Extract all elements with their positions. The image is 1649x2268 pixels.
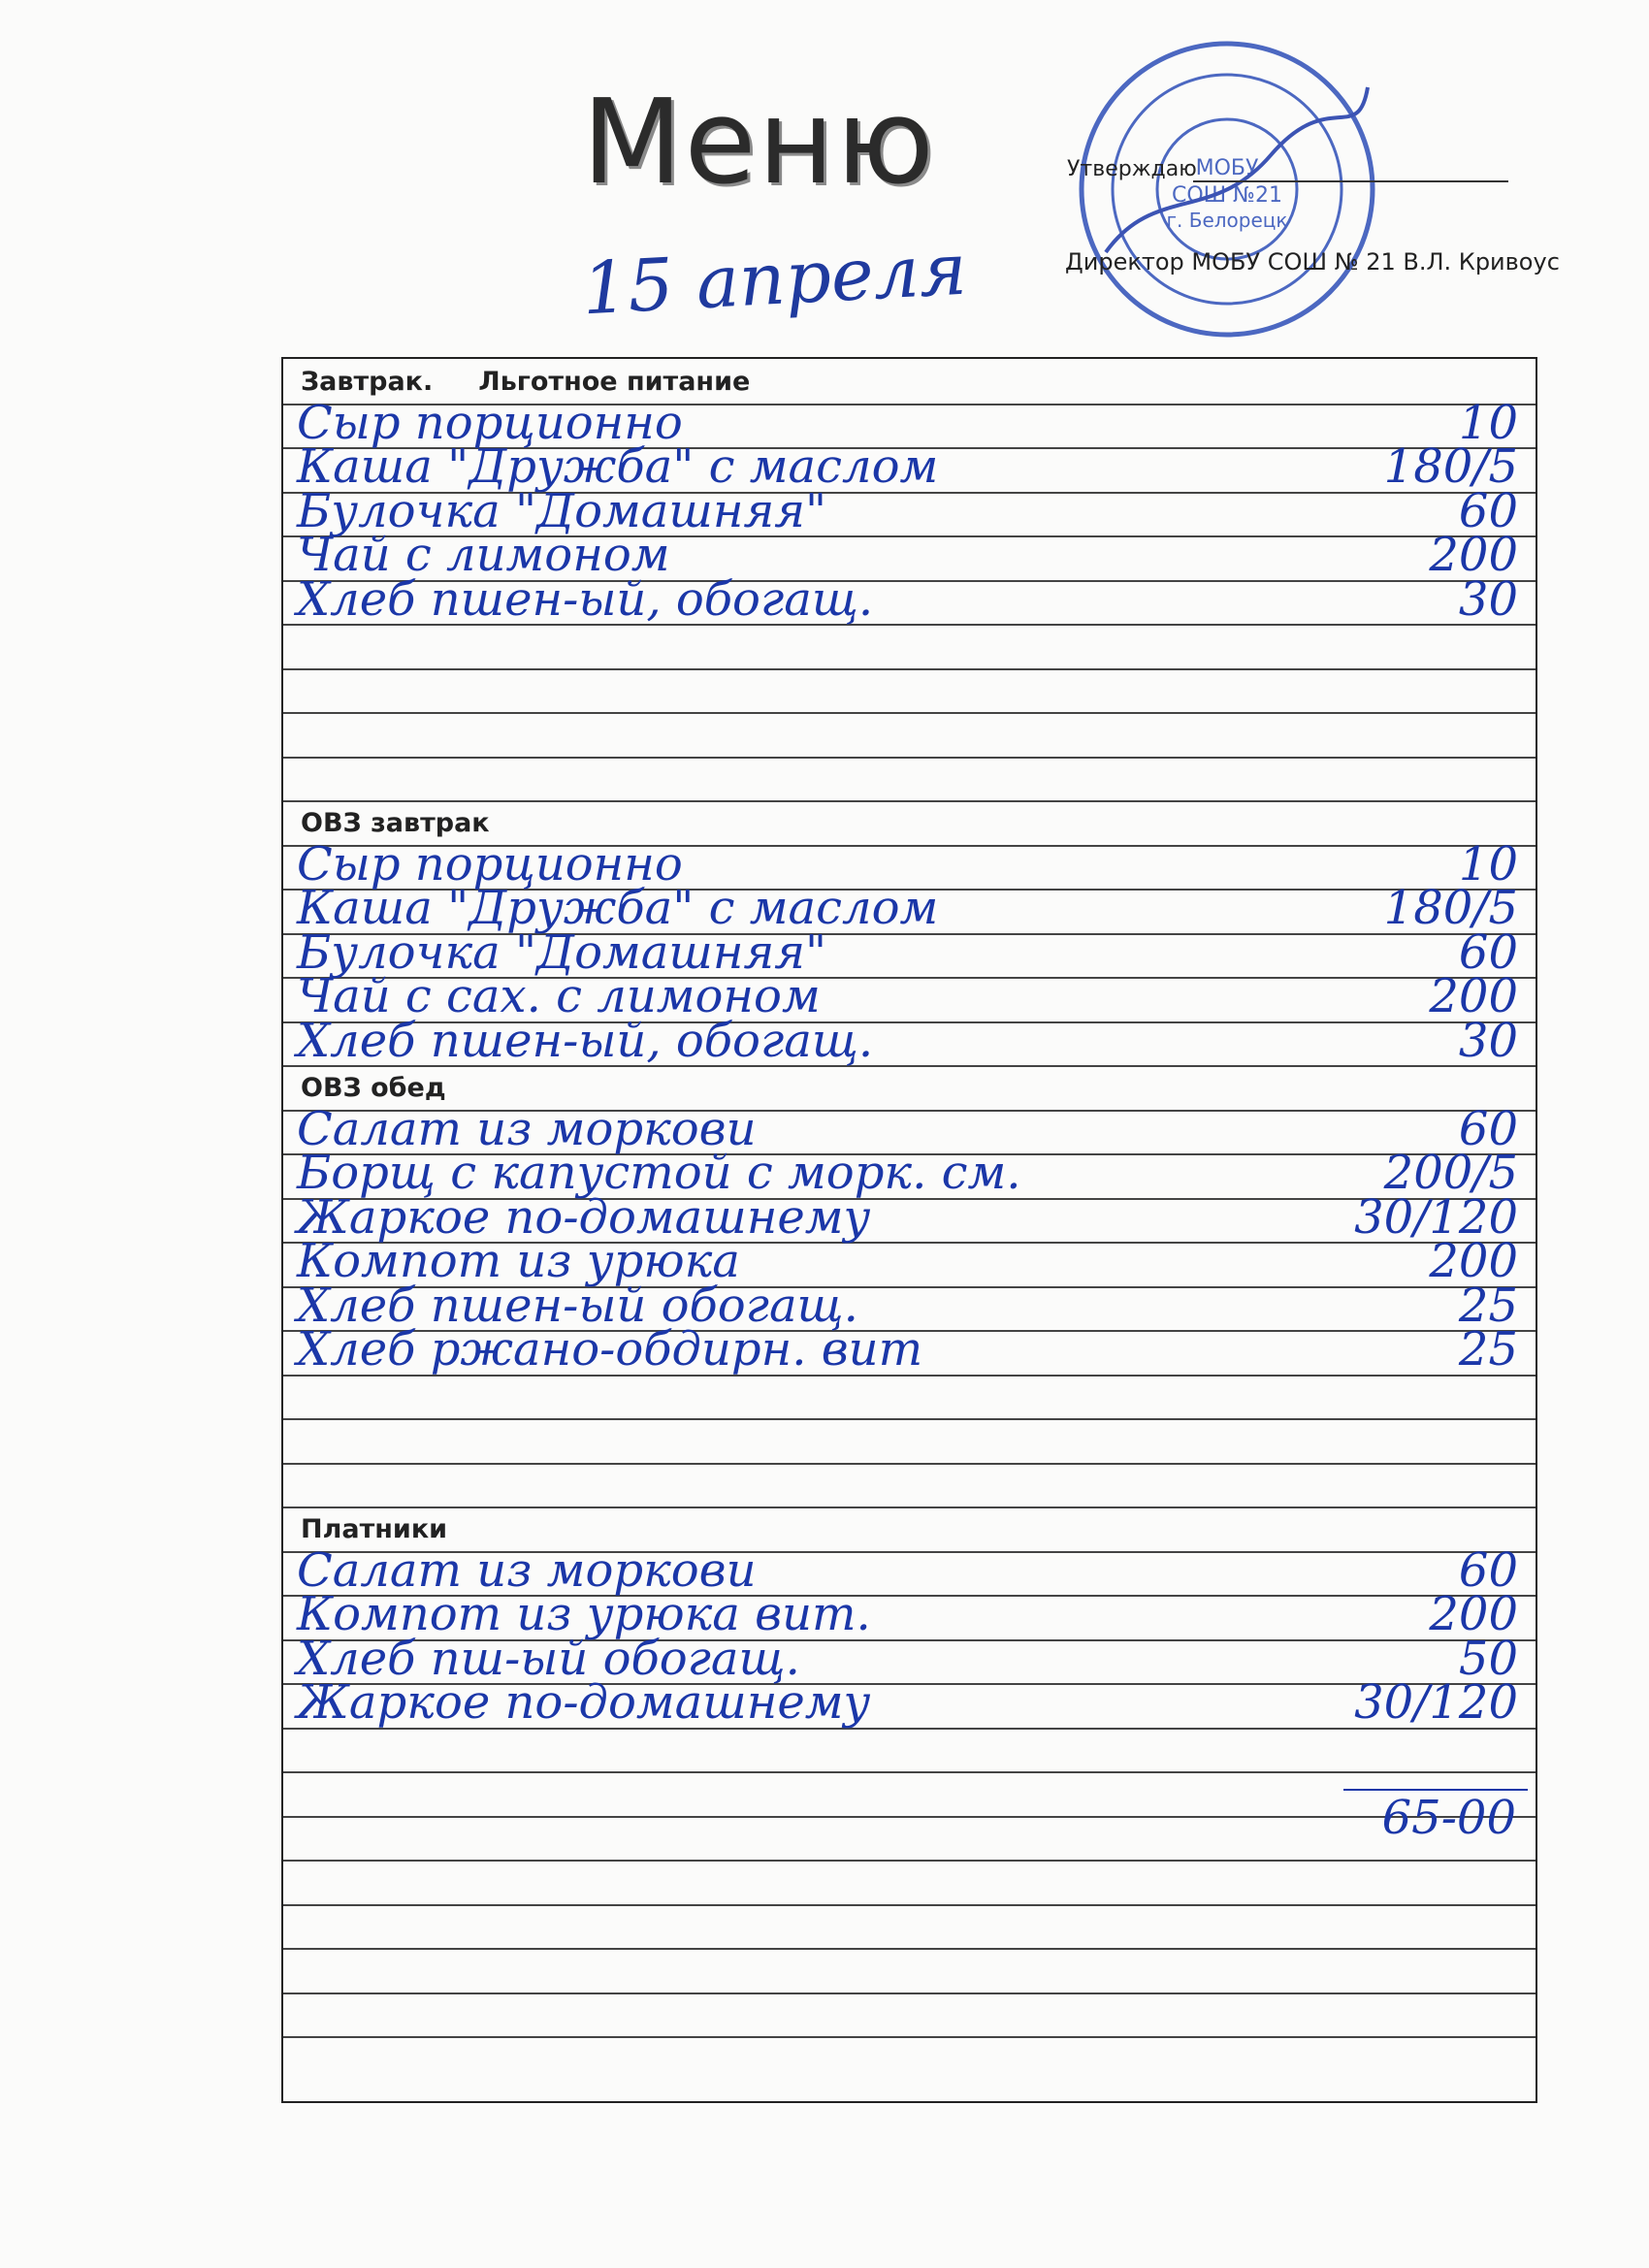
ruled-line xyxy=(283,757,1536,759)
section-heading: ОВЗ завтрак xyxy=(301,808,490,838)
section-heading: ОВЗ обед xyxy=(301,1073,446,1103)
menu-table xyxy=(281,357,1537,2103)
page-title: Меню xyxy=(582,76,936,211)
ruled-line xyxy=(283,800,1536,802)
ruled-line xyxy=(283,668,1536,670)
menu-item-qty: 200 xyxy=(1429,969,1518,1023)
menu-item-qty: 10 xyxy=(1458,395,1518,450)
ruled-line xyxy=(283,1507,1536,1508)
total-amount: 65-00 xyxy=(1381,1791,1516,1845)
menu-item-name: Борщ с капустой с морк. см. xyxy=(297,1146,1021,1200)
svg-text:СОШ №21: СОШ №21 xyxy=(1171,183,1283,208)
official-stamp xyxy=(1067,29,1387,349)
approve-signature-line xyxy=(1193,180,1508,182)
ruled-line xyxy=(283,2036,1536,2038)
approve-label: Утверждаю xyxy=(1067,157,1197,181)
menu-item-name: Жаркое по-домашнему xyxy=(297,1675,871,1730)
menu-item-qty: 60 xyxy=(1458,1101,1518,1156)
menu-item-qty: 30 xyxy=(1458,1013,1518,1068)
menu-item-name: Сыр порционно xyxy=(297,395,683,450)
ruled-line xyxy=(283,1948,1536,1950)
ruled-line xyxy=(283,1463,1536,1465)
menu-item-qty: 60 xyxy=(1458,924,1518,980)
menu-item-name: Чай с лимоном xyxy=(297,528,670,582)
menu-item-qty: 30/120 xyxy=(1354,1675,1518,1730)
section-heading: Завтрак. Льготное питание xyxy=(301,367,751,397)
menu-item-qty: 200 xyxy=(1429,528,1518,582)
menu-item-name: Каша "Дружба" с маслом xyxy=(297,881,939,935)
ruled-line xyxy=(283,712,1536,714)
ruled-line xyxy=(283,1904,1536,1906)
menu-item-name: Булочка "Домашняя" xyxy=(297,924,827,980)
menu-item-name: Сыр порционно xyxy=(297,836,683,891)
section-heading: Платники xyxy=(301,1514,448,1544)
menu-item-qty: 180/5 xyxy=(1383,881,1518,935)
ruled-line xyxy=(283,1860,1536,1862)
menu-item-qty: 60 xyxy=(1458,1542,1518,1598)
menu-item-qty: 30/120 xyxy=(1354,1189,1518,1245)
menu-item-name: Булочка "Домашняя" xyxy=(297,483,827,538)
menu-item-name: Хлеб пшен-ый, обогащ. xyxy=(297,571,874,627)
menu-item-name: Чай с сах. с лимоном xyxy=(297,969,821,1023)
menu-item-qty: 25 xyxy=(1458,1322,1518,1377)
menu-item-qty: 200 xyxy=(1429,1587,1518,1641)
menu-item-qty: 30 xyxy=(1458,571,1518,627)
svg-text:МОБУ: МОБУ xyxy=(1195,156,1259,180)
menu-item-qty: 25 xyxy=(1458,1278,1518,1333)
menu-item-name: Компот из урюка xyxy=(297,1234,740,1288)
menu-item-qty: 200 xyxy=(1429,1234,1518,1288)
menu-item-qty: 50 xyxy=(1458,1631,1518,1686)
menu-item-name: Каша "Дружба" с маслом xyxy=(297,439,939,494)
ruled-line xyxy=(283,1993,1536,1994)
director-label: Директор МОБУ СОШ № 21 В.Л. Кривоус xyxy=(1065,248,1560,275)
menu-item-qty: 180/5 xyxy=(1383,439,1518,494)
menu-item-name: Салат из моркови xyxy=(297,1101,757,1156)
menu-item-qty: 200/5 xyxy=(1383,1146,1518,1200)
menu-item-name: Хлеб пшен-ый, обогащ. xyxy=(297,1013,874,1068)
menu-item-name: Хлеб пшен-ый обогащ. xyxy=(297,1278,858,1333)
menu-item-qty: 60 xyxy=(1458,483,1518,538)
menu-item-qty: 10 xyxy=(1458,836,1518,891)
ruled-line xyxy=(283,1771,1536,1773)
menu-item-name: Жаркое по-домашнему xyxy=(297,1189,871,1245)
svg-text:г. Белорецк: г. Белорецк xyxy=(1166,209,1288,232)
menu-item-name: Хлеб пш-ый обогащ. xyxy=(297,1631,800,1686)
ruled-line xyxy=(283,1418,1536,1420)
menu-item-name: Хлеб ржано-обдирн. вит xyxy=(297,1322,923,1377)
menu-item-name: Компот из урюка вит. xyxy=(297,1587,871,1641)
menu-item-name: Салат из моркови xyxy=(297,1542,757,1598)
date-handwritten: 15 апреля xyxy=(580,227,969,332)
ruled-line xyxy=(283,1816,1536,1818)
